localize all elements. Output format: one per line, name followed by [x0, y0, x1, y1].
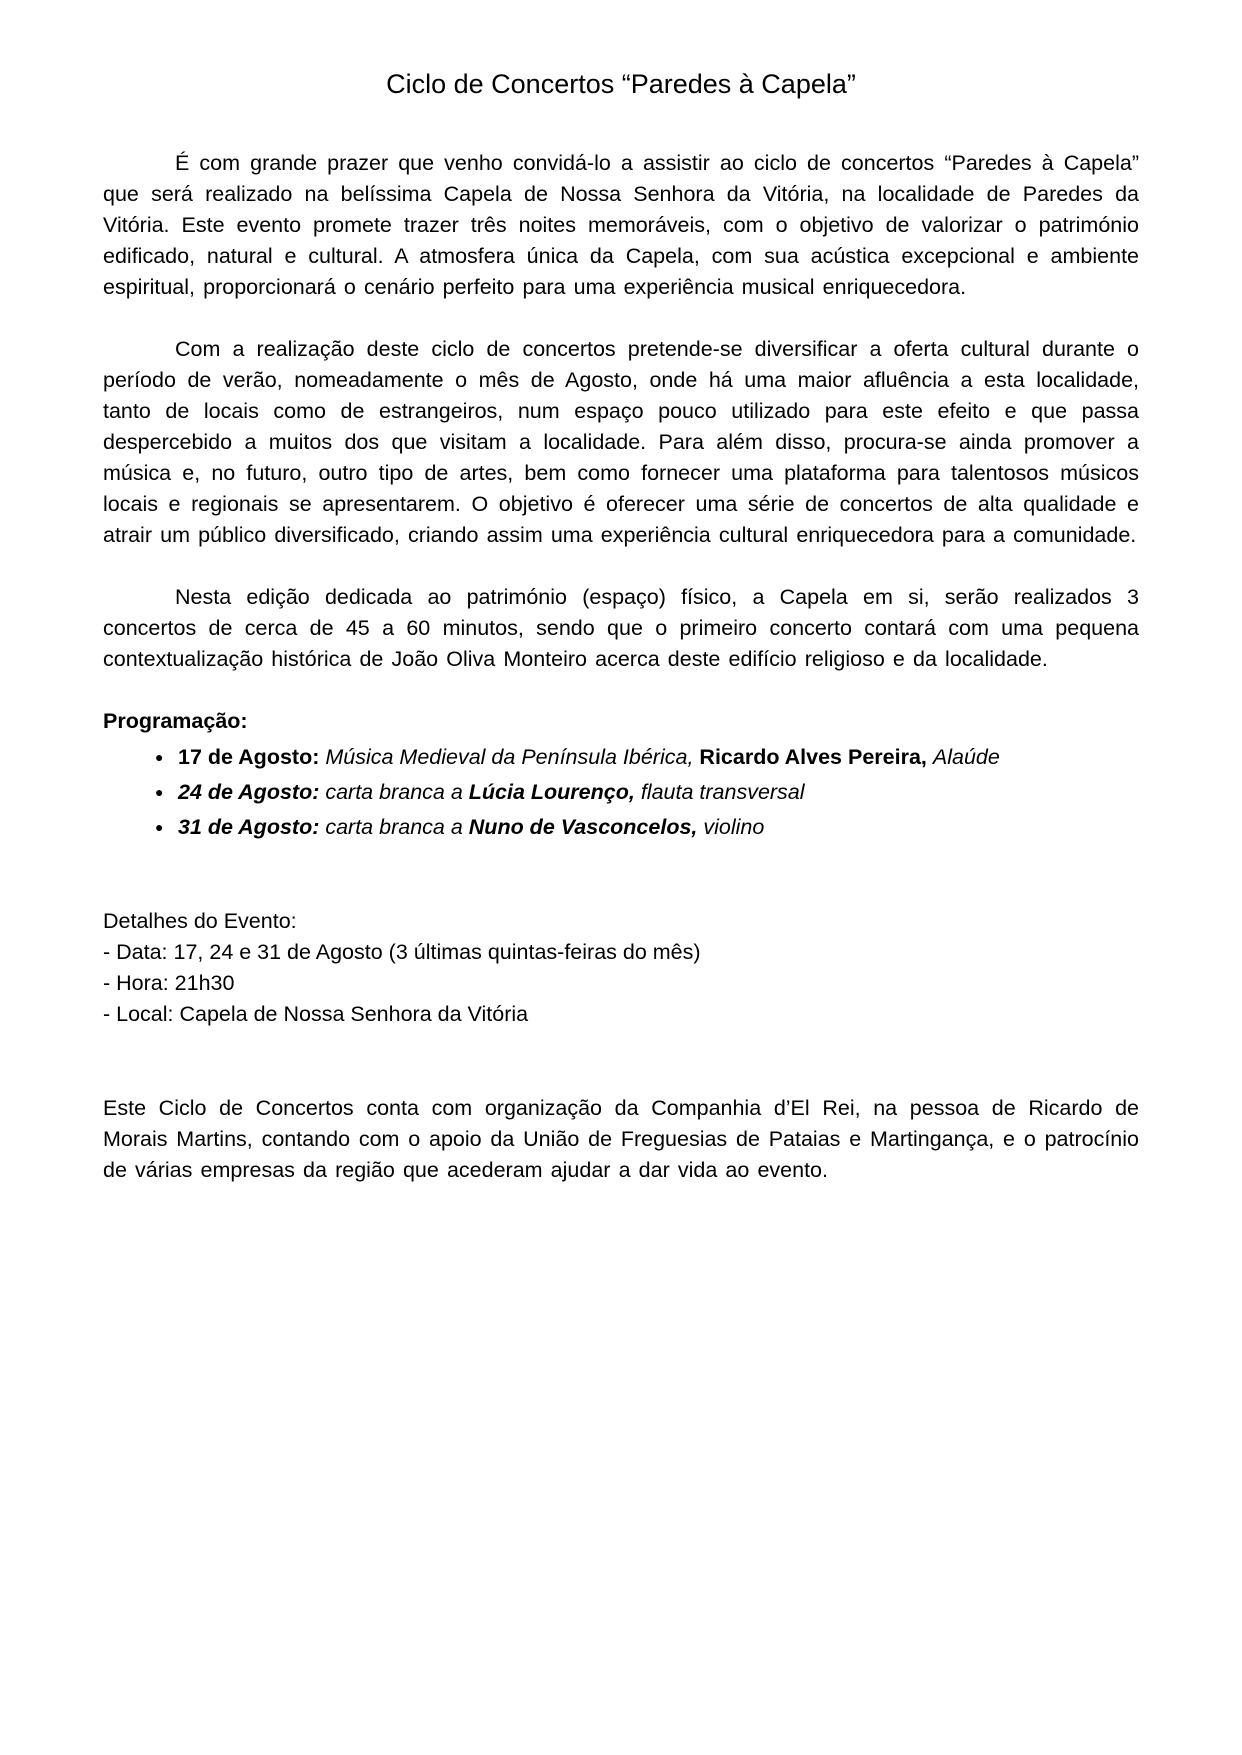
bullet-icon: ●: [155, 784, 164, 800]
program-date: 24 de Agosto:: [178, 780, 320, 804]
paragraph-intro: É com grande prazer que venho convidá-lo a assistir ao ciclo de concertos “Paredes à Capela” que será realizado na belíssima Capela de Nossa Senhora da Vitória, na localidade de Paredes da Vitória. Este evento promete trazer três noites memoráveis, com o objetivo de valorizar o património edificado, natural e cultural. A atmosfera única da Capela, com sua acústica excepcional e ambiente espiritual, proporcionará o cenário perfeito para uma experiência musical enriquecedora.: [103, 151, 1139, 299]
document-title: Ciclo de Concertos “Paredes à Capela”: [386, 69, 856, 99]
program-item-17-agosto: [103, 742, 1139, 773]
program-work: carta branca a: [325, 815, 463, 839]
bullet-icon: ●: [155, 819, 164, 835]
program-instrument: flauta transversal: [640, 780, 805, 804]
program-item-24-agosto: [103, 777, 1139, 808]
program-work: Música Medieval da Península Ibérica,: [325, 745, 694, 769]
program-artist: Ricardo Alves Pereira,: [699, 745, 927, 769]
bullet-icon: ●: [155, 749, 164, 765]
paragraph-edition: Nesta edição dedicada ao património (espaço) físico, a Capela em si, serão realizados 3 concertos de cerca de 45 a 60 minutos, sendo que o primeiro concerto contará com uma pequena contextualização histórica de João Oliva Monteiro acerca deste edifício religioso e da localidade.: [103, 585, 1139, 671]
program-instrument: violino: [703, 815, 765, 839]
program-item-31-agosto: [103, 812, 1139, 843]
program-instrument: Alaúde: [932, 745, 1000, 769]
program-artist: Nuno de Vasconcelos,: [468, 815, 698, 839]
event-details-block: [103, 906, 1139, 1030]
detalhes-heading: Detalhes do Evento:: [103, 909, 297, 933]
program-list: [103, 742, 1139, 843]
program-work: carta branca a: [325, 780, 463, 804]
programacao-heading: Programação:: [103, 709, 248, 733]
program-date: 31 de Agosto:: [178, 815, 320, 839]
detail-line-data: - Data: 17, 24 e 31 de Agosto (3 últimas quintas-feiras do mês): [103, 940, 701, 964]
paragraph-objectives: Com a realização deste ciclo de concertos pretende-se diversificar a oferta cultural durante o período de verão, nomeadamente o mês de Agosto, onde há uma maior afluência a esta localidade, tanto de locais como de estrangeiros, num espaço pouco utilizado para este efeito e que passa despercebido a muitos dos que visitam a localidade. Para além disso, procura-se ainda promover a música e, no futuro, outro tipo de artes, bem como fornecer uma plataforma para talentosos músicos locais e regionais se apresentarem. O objetivo é oferecer uma série de concertos de alta qualidade e atrair um público diversificado, criando assim uma experiência cultural enriquecedora para a comunidade.: [103, 337, 1139, 547]
detail-line-local: - Local: Capela de Nossa Senhora da Vitória: [103, 1002, 529, 1026]
paragraph-closing: Este Ciclo de Concertos conta com organização da Companhia d’El Rei, na pessoa de Ricardo de Morais Martins, contando com o apoio da União de Freguesias de Pataias e Martingança, e o patrocínio de várias empresas da região que acederam ajudar a dar vida ao evento.: [103, 1096, 1139, 1182]
program-artist: Lúcia Lourenço,: [468, 780, 635, 804]
program-date: 17 de Agosto:: [178, 745, 320, 769]
detail-line-hora: - Hora: 21h30: [103, 971, 235, 995]
